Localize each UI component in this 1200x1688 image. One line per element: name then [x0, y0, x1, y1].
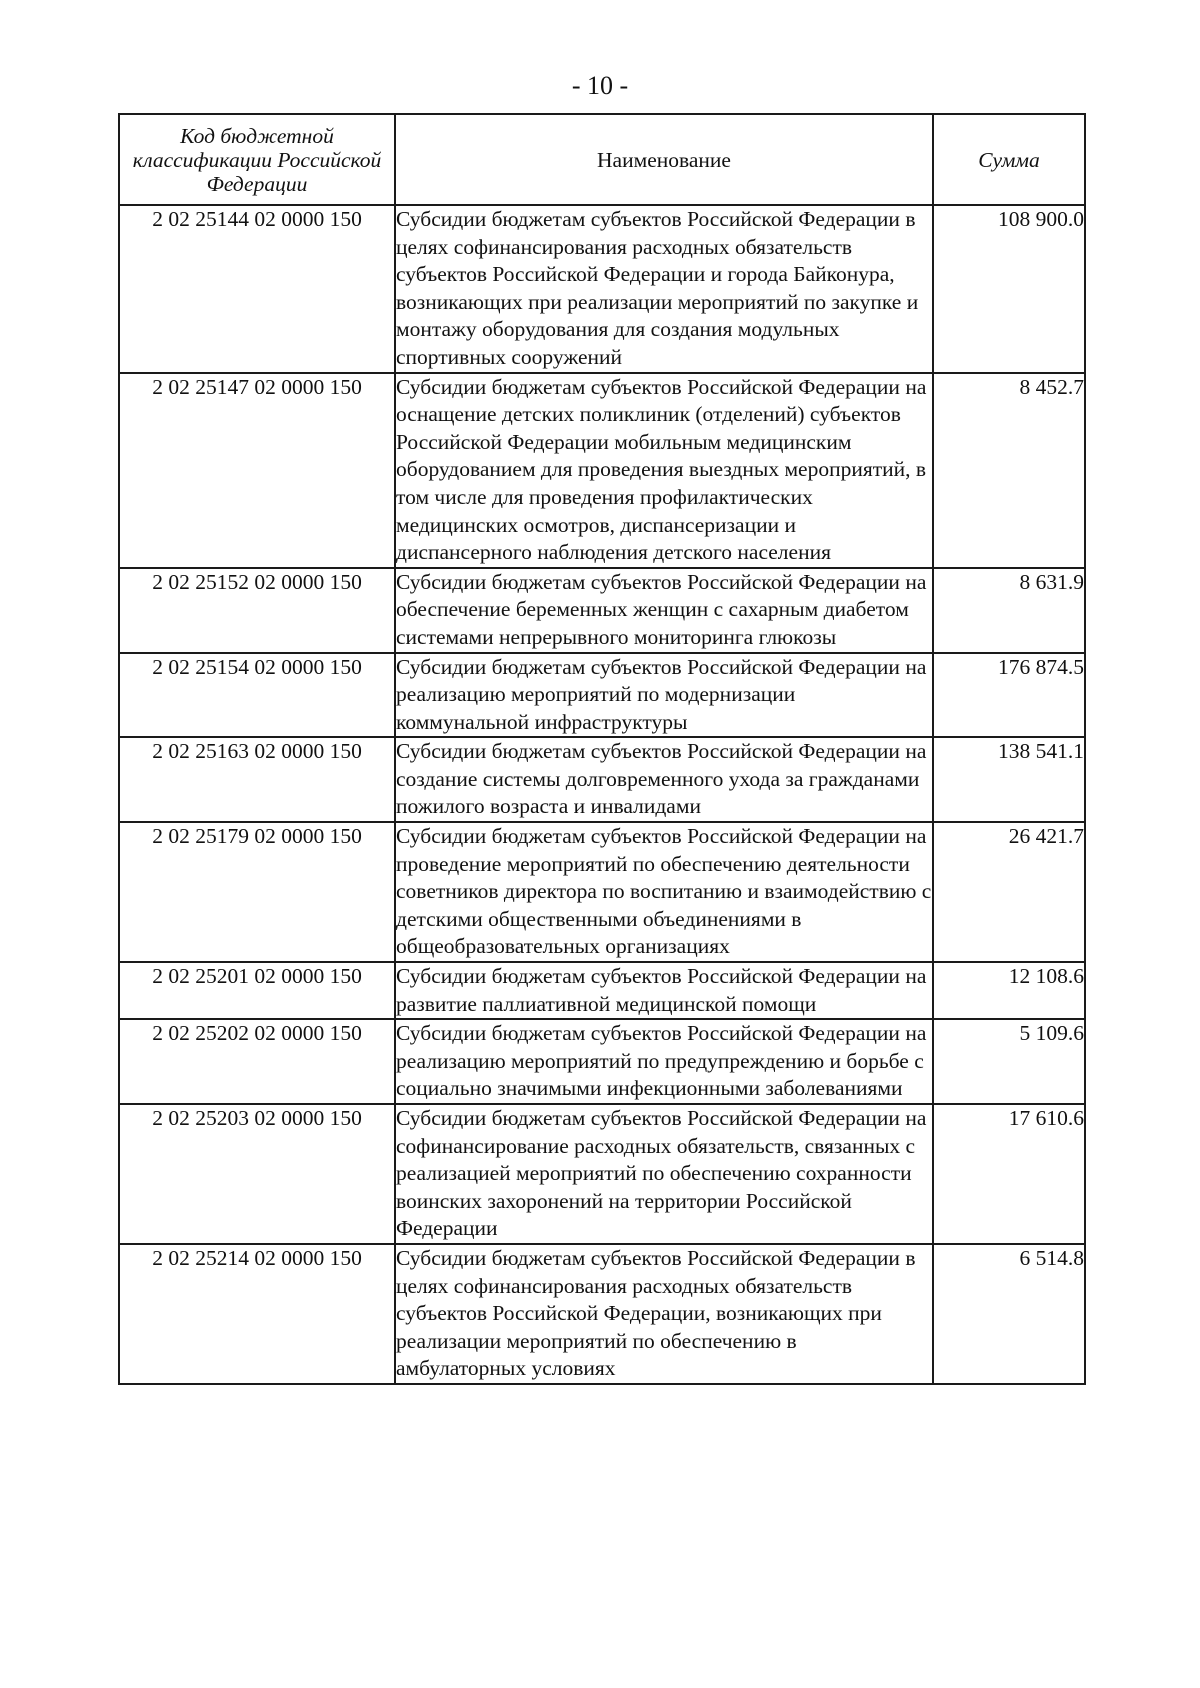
row-name: Субсидии бюджетам субъектов Российской Федерации в целях софинансирования расходных обязательств субъектов Российской Федерации, возникающих при реализации мероприятий по обеспечению в амбулаторных условиях [395, 1244, 933, 1384]
row-code: 2 02 25163 02 0000 150 [119, 737, 395, 822]
row-sum: 26 421.7 [933, 822, 1085, 962]
table-row [119, 568, 1085, 653]
table-row [119, 962, 1085, 1019]
table-row [119, 1104, 1085, 1244]
row-code: 2 02 25144 02 0000 150 [119, 205, 395, 373]
row-name: Субсидии бюджетам субъектов Российской Федерации на реализацию мероприятий по модернизации коммунальной инфраструктуры [395, 653, 933, 738]
row-name: Субсидии бюджетам субъектов Российской Федерации на проведение мероприятий по обеспечению деятельности советников директора по воспитанию и взаимодействию с детскими общественными объединениями в общеобразовательных организациях [395, 822, 933, 962]
table-row [119, 653, 1085, 738]
row-name: Субсидии бюджетам субъектов Российской Федерации на оснащение детских поликлиник (отделений) субъектов Российской Федерации мобильным медицинским оборудованием для проведения выездных мероприятий, в том числе для проведения профилактических медицинских осмотров, диспансеризации и диспансерного наблюдения детского населения [395, 373, 933, 568]
row-sum: 108 900.0 [933, 205, 1085, 373]
row-sum: 12 108.6 [933, 962, 1085, 1019]
row-code: 2 02 25201 02 0000 150 [119, 962, 395, 1019]
row-sum: 17 610.6 [933, 1104, 1085, 1244]
row-code: 2 02 25202 02 0000 150 [119, 1019, 395, 1104]
row-code: 2 02 25154 02 0000 150 [119, 653, 395, 738]
column-header-code: Код бюджетной классификации Российской Федерации [119, 114, 395, 205]
table-row [119, 1244, 1085, 1384]
table-row [119, 822, 1085, 962]
row-sum: 176 874.5 [933, 653, 1085, 738]
row-sum: 8 631.9 [933, 568, 1085, 653]
row-code: 2 02 25147 02 0000 150 [119, 373, 395, 568]
row-sum: 5 109.6 [933, 1019, 1085, 1104]
row-code: 2 02 25203 02 0000 150 [119, 1104, 395, 1244]
row-sum: 138 541.1 [933, 737, 1085, 822]
row-name: Субсидии бюджетам субъектов Российской Федерации на развитие паллиативной медицинской помощи [395, 962, 933, 1019]
table-row [119, 373, 1085, 568]
page-number: - 10 - [571, 71, 629, 100]
row-name: Субсидии бюджетам субъектов Российской Федерации на софинансирование расходных обязательств, связанных с реализацией мероприятий по обеспечению сохранности воинских захоронений на территории Российской Федерации [395, 1104, 933, 1244]
table-header-row [119, 114, 1085, 205]
row-name: Субсидии бюджетам субъектов Российской Федерации в целях софинансирования расходных обязательств субъектов Российской Федерации и города Байконура, возникающих при реализации мероприятий по закупке и монтажу оборудования для создания модульных спортивных сооружений [395, 205, 933, 373]
column-header-name: Наименование [395, 114, 933, 205]
row-code: 2 02 25214 02 0000 150 [119, 1244, 395, 1384]
budget-table [118, 113, 1086, 1385]
table-row [119, 737, 1085, 822]
row-name: Субсидии бюджетам субъектов Российской Федерации на обеспечение беременных женщин с сахарным диабетом системами непрерывного мониторинга глюкозы [395, 568, 933, 653]
row-sum: 6 514.8 [933, 1244, 1085, 1384]
table-row [119, 1019, 1085, 1104]
row-sum: 8 452.7 [933, 373, 1085, 568]
row-name: Субсидии бюджетам субъектов Российской Федерации на реализацию мероприятий по предупреждению и борьбе с социально значимыми инфекционными заболеваниями [395, 1019, 933, 1104]
column-header-sum: Сумма [933, 114, 1085, 205]
table-row [119, 205, 1085, 373]
row-code: 2 02 25179 02 0000 150 [119, 822, 395, 962]
row-name: Субсидии бюджетам субъектов Российской Федерации на создание системы долговременного ухода за гражданами пожилого возраста и инвалидами [395, 737, 933, 822]
row-code: 2 02 25152 02 0000 150 [119, 568, 395, 653]
